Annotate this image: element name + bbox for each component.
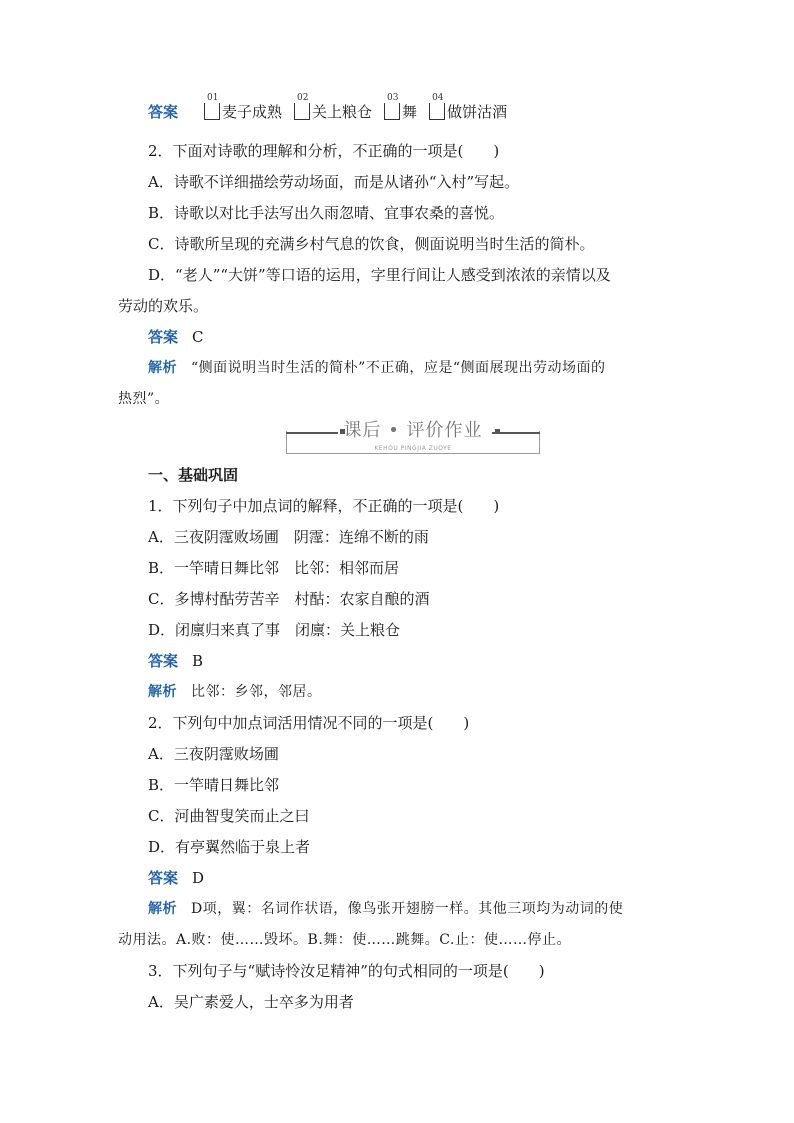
answer-label: 答案 xyxy=(148,328,179,346)
blank-box-icon: 01 xyxy=(204,103,220,120)
explanation-label: 解析 xyxy=(148,360,177,376)
blank-box-icon: 04 xyxy=(429,103,445,120)
section-heading: 一、基础巩固 xyxy=(148,466,239,484)
explanation-continued: 动用法。A.败：使……毁坏。B.舞：使……跳舞。C.止：使……停止。 xyxy=(118,932,571,948)
answer-item: 做饼沽酒 xyxy=(447,103,508,121)
option-d: D．“老人”“大饼”等口语的运用，字里行间让人感受到浓浓的亲情以及 xyxy=(148,266,611,284)
option-b: B．诗歌以对比手法写出久雨忽晴、宜事农桑的喜悦。 xyxy=(148,204,505,222)
question-stem: 2．下列句中加点词活用情况不同的一项是( ) xyxy=(148,714,470,732)
option-a: A．三夜阴霪败场圃 阴霪：连绵不断的雨 xyxy=(148,528,429,546)
explanation-text: 比邻：乡邻，邻居。 xyxy=(191,684,322,700)
option-c: C．河曲智叟笑而止之曰 xyxy=(148,807,310,825)
option-b: B．一竿晴日舞比邻 比邻：相邻而居 xyxy=(148,559,400,577)
explanation-continued: 热烈”。 xyxy=(118,391,170,407)
answer-item: 关上粮仓 xyxy=(312,103,373,121)
question-stem: 2．下面对诗歌的理解和分析，不正确的一项是( ) xyxy=(148,142,500,160)
explanation-label: 解析 xyxy=(148,684,177,700)
option-d: D．闭廪归来真了事 闭廪：关上粮仓 xyxy=(148,621,401,639)
option-d: D．有亭翼然临于泉上者 xyxy=(148,838,311,856)
option-c: C．诗歌所呈现的充满乡村气息的饮食，侧面说明当时生活的简朴。 xyxy=(148,235,595,253)
answer-value: D xyxy=(192,869,205,887)
explanation-line xyxy=(148,681,684,703)
explanation-line xyxy=(148,898,684,920)
blank-box-icon: 02 xyxy=(294,103,310,120)
option-a: A．吴广素爱人，士卒多为用者 xyxy=(148,993,354,1011)
question-stem: 3．下列句子与“赋诗怜汝足精神”的句式相同的一项是( ) xyxy=(148,962,545,980)
option-c: C．多博村酤劳苦辛 村酤：农家自酿的酒 xyxy=(148,590,430,608)
explanation-text: D项，翼：名词作状语，像鸟张开翅膀一样。其他三项均为动词的使 xyxy=(191,901,624,917)
option-a: A．诗歌不详细描绘劳动场面，而是从诸孙“入村”写起。 xyxy=(148,173,520,191)
banner-subtitle: KEHOU PINGJIA ZUOYE xyxy=(374,445,452,452)
answer-label: 答案 xyxy=(148,103,179,121)
banner-title: 课后 • 评价作业 xyxy=(343,420,483,441)
answer-value: C xyxy=(192,328,204,346)
answer-line xyxy=(148,326,684,348)
section-banner xyxy=(286,417,540,453)
option-a: A．三夜阴霪败场圃 xyxy=(148,745,279,763)
answer-item: 麦子成熟 xyxy=(222,103,283,121)
blank-box-icon: 03 xyxy=(384,103,400,120)
explanation-line xyxy=(148,357,684,379)
answer-label: 答案 xyxy=(148,652,179,670)
answer-value: B xyxy=(192,652,204,670)
top-answer-line xyxy=(148,93,684,123)
option-b: B．一竿晴日舞比邻 xyxy=(148,776,280,794)
option-d-continued: 劳动的欢乐。 xyxy=(118,297,209,315)
answer-label: 答案 xyxy=(148,869,179,887)
explanation-label: 解析 xyxy=(148,901,177,917)
answer-item: 舞 xyxy=(402,103,418,121)
explanation-text: “侧面说明当时生活的简朴”不正确，应是“侧面展现出劳动场面的 xyxy=(191,360,606,376)
answer-line xyxy=(148,650,684,672)
question-stem: 1．下列句子中加点词的解释，不正确的一项是( ) xyxy=(148,497,500,515)
answer-line xyxy=(148,867,684,889)
